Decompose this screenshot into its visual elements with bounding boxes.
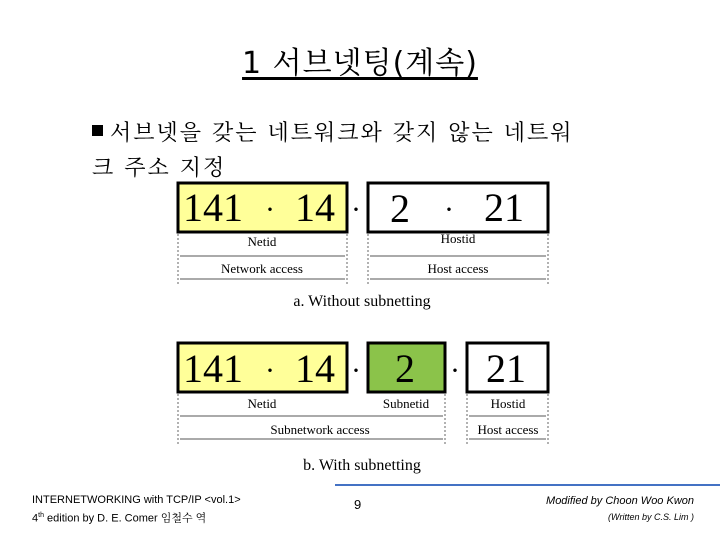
host-access-label-a: Host access [427,261,489,276]
netid-label-a: Netid [247,234,277,249]
dot-b-1: · [265,354,275,387]
octet-2-a: 14 [295,185,335,230]
network-access-label-a: Network access [221,261,303,276]
caption-b: b. With subnetting [303,457,421,474]
dot-a-3: · [444,193,454,226]
bullet-text-line2: 크 주소 지정 [92,156,227,181]
subnetid-label-b: Subnetid [382,396,430,411]
diagram-a [178,183,548,310]
footer-edition-number: 4 [32,512,39,525]
octet-1-b: 141 [183,346,243,391]
footer-edition-suffix: th [38,512,44,519]
netid-label-b: Netid [247,396,277,411]
footer-book-title: INTERNETWORKING with TCP/IP <vol.1> [32,494,241,506]
octet-2-b: 14 [295,346,335,391]
dot-a-1: · [265,193,275,226]
host-access-label-b: Host access [477,422,539,437]
hostid-label-a: Hostid [440,231,476,246]
slide-title: 1 서브넷팅(계속) [242,46,478,81]
bullet-text-line1: 서브넷을 갖는 네트워크와 갖지 않는 네트워 [110,121,574,146]
dot-b-2: · [351,354,361,387]
octet-3-b: 2 [395,346,415,391]
octet-4-b: 21 [486,346,526,391]
footer-modified-by: Modified by Choon Woo Kwon [546,495,694,507]
diagram-b [178,343,548,474]
octet-4-a: 21 [484,185,524,230]
octet-1-a: 141 [183,185,243,230]
octet-3-a: 2 [390,186,410,231]
footer-divider [335,484,720,486]
page-number: 9 [354,497,362,512]
footer-edition [32,508,241,527]
footer-edition-rest: edition by D. E. Comer 임철수 역 [43,512,207,525]
hostid-label-b: Hostid [490,396,526,411]
footer-written-by: (Written by C.S. Lim ) [607,512,694,522]
footer-book-credit [32,493,241,527]
dot-b-3: · [450,354,460,387]
dot-a-2: · [351,193,361,226]
caption-a: a. Without subnetting [293,293,431,310]
subnetwork-access-label-b: Subnetwork access [270,422,370,437]
